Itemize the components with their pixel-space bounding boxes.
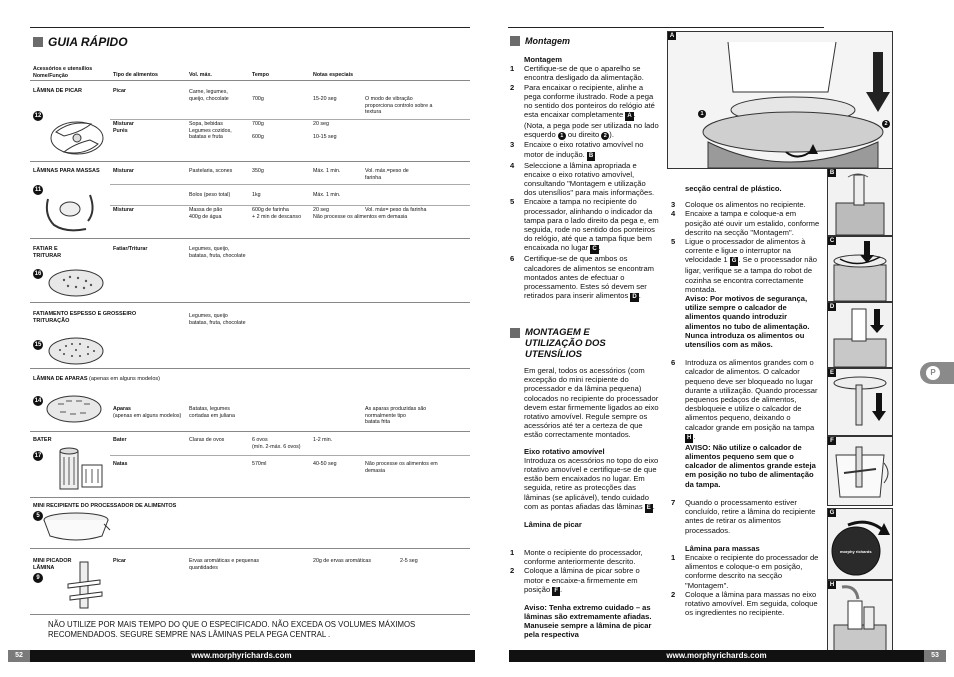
massas-vol-3: 600g de farinha + 2 min de descanso xyxy=(252,207,302,220)
figure-a-callout-1: 1 xyxy=(698,110,706,118)
aparas-foods: Batatas, legumes cortadas em juliana xyxy=(189,406,235,419)
col3-continuation: secção central de plástico. xyxy=(685,184,782,193)
picar-step-1: 1 Monte o recipiente do processador, conforme anteriormente descrito. xyxy=(510,548,643,567)
massas-foods-1: Pastelaria, scones xyxy=(189,168,233,174)
figure-a-callout-2: 2 xyxy=(882,120,890,128)
row-rule xyxy=(30,302,470,303)
badge-17: 17 xyxy=(34,453,42,459)
chopping-blade-illustration xyxy=(46,112,108,160)
figure-b-drawing xyxy=(828,169,892,235)
figure-h-label: H xyxy=(829,582,835,588)
picar-steps xyxy=(510,548,661,640)
picar-warning: Aviso: Tenha extremo cuidado – as lâminas são extremamente afiadas. Manuseie sempre a lâmina de picar pela respectiva xyxy=(524,602,652,640)
heading-square xyxy=(510,36,520,46)
col-header-notas: Notas especiais xyxy=(313,72,354,78)
footer-bar-right xyxy=(509,650,946,662)
heading-square xyxy=(510,328,520,338)
row-rule xyxy=(30,431,470,432)
top-rule-left xyxy=(30,27,470,28)
row-fatiar: FATIAR E TRITURAR xyxy=(33,246,62,259)
massas-vol-2: 1kg xyxy=(252,192,261,198)
massas-foods-3: Massa de pão 400g de água xyxy=(189,207,223,220)
dial-brand-label: morphy richards xyxy=(840,549,872,554)
picar-step-2: 2 Coloque a lâmina de picar sobre o motor e encaixe-a firmemente em posição F . xyxy=(510,566,640,594)
row-rule xyxy=(30,161,470,162)
bater-vol-1: 6 ovos (mín. 2-máx. 6 ovos) xyxy=(252,437,301,450)
figure-a-drawing xyxy=(668,32,892,168)
row-fatiamento: FATIAMENTO ESPESSO E GROSSEIRO TRITURAÇÃO xyxy=(33,311,137,324)
fatiamento-foods: Legumes, queijo batatas, fruta, chocolate xyxy=(189,313,246,326)
website-left: www.morphyrichards.com xyxy=(191,651,292,660)
language-tab-letter: P xyxy=(926,366,940,380)
massas-vol-1: 350g xyxy=(252,168,264,174)
utensilios-column xyxy=(524,366,661,529)
col-header-acessorios: Acessórios e utensílios Nome/Função xyxy=(33,66,93,79)
mini-picar-time: 2-5 seg xyxy=(400,558,418,564)
mini-chopper-blade-illustration xyxy=(60,560,110,614)
aparas-type-note: (apenas em alguns modelos) xyxy=(113,413,182,419)
picar-foods: Carne, legumes, queijo, chocolate xyxy=(189,89,229,102)
badge-9: 9 xyxy=(33,573,43,583)
step-5: 5 Encaixe a tampa no recipiente do processador, alinhando o indicador da tampa para o lado direito da pega e, em seguida, rode no sentido dos ponteiros do relógio, até que a tampa fique bem encaixada no lugar C . xyxy=(510,197,659,253)
row-rule xyxy=(30,614,470,615)
fig-ref-e: E xyxy=(646,504,651,511)
page-number-right: 53 xyxy=(924,650,946,662)
row-rule xyxy=(110,184,470,185)
circle-2-ref: 2 xyxy=(601,132,609,140)
figure-e-label: E xyxy=(829,370,834,376)
whisk-illustration xyxy=(48,445,106,495)
row-rule xyxy=(30,548,470,549)
bater-type-2: Natas xyxy=(113,461,128,467)
header-rule xyxy=(30,80,470,81)
aparas-notes: As aparas produzidas são normalmente tipo batata frita xyxy=(365,406,427,426)
figure-g-drawing xyxy=(828,509,892,579)
misturar-foods: Sopa, bebidas Legumes cozidos, batatas e fruta xyxy=(189,121,232,141)
slicing-disc-illustration xyxy=(46,266,106,300)
row-rule xyxy=(110,455,470,456)
step-2: 2 Para encaixar o recipiente, alinhe a pega conforme ilustrado. Rode a pega no sentido dos ponteiros do relógio até esta encaixar completamente A . (Nota, a pega pode ser utilizada no lado esquerdo 1 ou direito 2 ). xyxy=(510,82,659,140)
row-bater: BATER xyxy=(33,437,52,443)
row-mini-recipiente: MINI RECIPIENTE DO PROCESSADOR DE ALIMENTOS xyxy=(33,503,177,509)
fig-ref-c: C xyxy=(592,246,597,253)
montagem-subtitle: Montagem xyxy=(524,55,562,64)
figure-c xyxy=(827,236,893,302)
utensilios-intro: Em geral, todos os acessórios (com excepção do mini recipiente do processador e da lâmina pequena) colocados no recipiente do processador devem estar firmemente ligados ao eixo rotativo amovível. Regule sempre os acessórios até ter a certeza de que estão correctamente montados. xyxy=(524,366,659,440)
massas-title: Lâmina para massas xyxy=(685,543,760,553)
badge-14: 14 xyxy=(34,398,42,404)
utensilios-heading: MONTAGEM E UTILIZAÇÃO DOS UTENSÍLIOS xyxy=(510,327,640,360)
montagem-column xyxy=(510,55,660,302)
fig-ref-g: G xyxy=(731,258,737,265)
bater-vol-2: 570ml xyxy=(252,461,267,467)
col-header-vol: Vol. máx. xyxy=(189,72,212,78)
massas-foods-2: Bolos (peso total) xyxy=(189,192,231,198)
col-header-tipo: Tipo de alimentos xyxy=(113,72,158,78)
badge-15: 15 xyxy=(34,342,42,348)
picar-vol: 700g xyxy=(252,96,264,102)
massas-type-3: Misturar xyxy=(113,207,134,213)
bater-time-1: 1-2 min. xyxy=(313,437,333,443)
massas-notes-3: Vol. máx= peso da farinha xyxy=(365,207,427,213)
bater-time-2: 40-50 seg xyxy=(313,461,337,467)
mini-bowl-illustration xyxy=(40,510,112,544)
language-tab xyxy=(920,362,954,384)
row-laminas-massas: LÂMINAS PARA MASSAS xyxy=(33,168,100,174)
montagem-heading: Montagem xyxy=(510,36,570,46)
eixo-title: Eixo rotativo amovível xyxy=(524,446,605,456)
step-3: 3 Encaixe o eixo rotativo amovível no motor de indução. B xyxy=(510,140,644,159)
fig-ref-h: H xyxy=(687,434,692,441)
figure-h xyxy=(827,580,893,652)
picar-notes: O modo de vibração proporciona controlo sobre a textura xyxy=(365,96,433,116)
figure-e-drawing xyxy=(828,369,892,435)
chipping-disc-illustration xyxy=(44,392,104,426)
massas-type-1: Misturar xyxy=(113,168,134,174)
massas-time-2: Máx. 1 min. xyxy=(313,192,341,198)
circle-1-ref: 1 xyxy=(558,132,566,140)
figure-d xyxy=(827,302,893,368)
badge-12: 12 xyxy=(34,113,42,119)
col3-step-6: 6 Introduza os alimentos grandes com o calcador de alimentos. O calcador pequeno deve ser bloqueado no lugar durante a utilização. Quando processar pequenos pedaços de alimentos, desbloqueie e utilize o calcador de alimentos pequeno, deixando o calcador grande em posição na tampa H . AVISO: Não utilize o calcador de alimentos pequeno sem que o calcador de alimentos grande esteja em posição no tubo de alimentação da tampa. xyxy=(671,358,818,489)
fig-ref-f: F xyxy=(554,587,558,594)
figure-g xyxy=(827,508,893,580)
fatiar-type: Fatiar/Triturar xyxy=(113,246,148,252)
figure-g-label: G xyxy=(829,510,835,516)
misturar-vol: 700g 600g xyxy=(252,121,264,141)
figure-f-drawing xyxy=(828,437,892,505)
figure-b-label: B xyxy=(829,170,835,176)
top-rule-right xyxy=(508,27,824,28)
row-rule xyxy=(110,205,470,206)
figure-a xyxy=(667,31,893,169)
misturar-time: 20 seg 10-15 seg xyxy=(313,121,337,141)
col3-step-5: 5 Ligue o processador de alimentos à corrente e ligue o interruptor na velocidade 1 G . Se o processador não ligar, verifique se a tampa do robot de cozinha se encontra correctamente montada. Aviso: Por motivos de segurança, utilize sempre o calcador de alimentos quando introduzir alimentos no tubo de alimentação. Nunca introduza os alimentos ou utensílios com as mãos. xyxy=(671,237,817,350)
badge-16: 16 xyxy=(34,271,42,277)
row-mini-picador: MINI PICADOR LÂMINA xyxy=(33,558,72,571)
mini-picar-vol: 20g de ervas aromáticas xyxy=(313,558,372,564)
row-rule xyxy=(30,368,470,369)
figure-c-label: C xyxy=(829,238,835,244)
bater-type-1: Bater xyxy=(113,437,127,443)
row-lamina-picar: LÂMINA DE PICAR xyxy=(33,88,82,94)
step-1: 1 Certifique-se de que o aparelho se encontra desligado da alimentação. xyxy=(510,64,644,83)
row-aparas: LÂMINA DE APARAS (apenas em alguns modelos) xyxy=(33,376,160,382)
fig-ref-d: D xyxy=(632,294,637,301)
bater-notes-2: Não processe os alimentos em demasia xyxy=(365,461,438,474)
column-three xyxy=(671,184,821,617)
row-rule xyxy=(110,119,470,120)
picar-title: Lâmina de picar xyxy=(524,519,582,529)
col3-step-7: 7 Quando o processamento estiver concluído, retire a lâmina do recipiente antes de retirar os alimentos processados. xyxy=(671,497,816,535)
picar-type: Picar xyxy=(113,88,126,94)
warning-text: NÃO UTILIZE POR MAIS TEMPO DO QUE O ESPECIFICADO. NÃO EXCEDA OS VOLUMES MÁXIMOS RECOMENDADOS. SEGURE SEMPRE NAS LÂMINAS PELA PEGA CENTRAL . xyxy=(48,620,416,639)
guia-rapido-heading: GUIA RÁPIDO xyxy=(33,35,128,49)
picar-time: 15-20 seg xyxy=(313,96,337,102)
mini-picar-type: Picar xyxy=(113,558,126,564)
fig-ref-a: A xyxy=(627,113,632,120)
figure-c-drawing xyxy=(828,237,892,301)
eixo-text: Introduza os acessórios no topo do eixo rotativo amovível e certifique-se de que estão bem encaixados no lugar. Em seguida, retire as protecções das lâminas (se aplicável), tendo cuidado com as pontas afiadas das lâminas E . xyxy=(524,455,659,511)
col3-step-4: 4 Encaixe a tampa e coloque-a em posição até ouvir um estalido, conforme descrito na secção "Montagem". xyxy=(671,209,820,237)
figure-b xyxy=(827,168,893,236)
fig-ref-b: B xyxy=(588,152,594,159)
row-rule xyxy=(30,238,470,239)
massas-step-2: 2 Coloque a lâmina para massas no eixo rotativo amovível. Em seguida, coloque os ingredientes no recipiente. xyxy=(671,589,818,618)
massas-time-1: Máx. 1 min. xyxy=(313,168,341,174)
aparas-type: Aparas xyxy=(113,406,131,412)
figure-a-label: A xyxy=(669,33,675,39)
figure-e xyxy=(827,368,893,436)
figure-f-label: F xyxy=(828,437,836,445)
dough-blade-illustration xyxy=(40,185,100,235)
massas-step-1: 1 Encaixe o recipiente do processador de alimentos e coloque-o em posição, conforme descrito na secção "Montagem". xyxy=(671,552,819,590)
badge-11: 11 xyxy=(34,187,42,193)
grating-disc-illustration xyxy=(46,334,106,368)
footer-bar-left xyxy=(8,650,475,662)
misturar-purés-type: Misturar Purés xyxy=(113,121,134,134)
figure-f xyxy=(827,436,893,506)
mini-picar-foods: Ervas aromáticas e pequenas quantidades xyxy=(189,558,260,571)
col-header-tempo: Tempo xyxy=(252,72,269,78)
massas-time-3: 20 seg Não processe os alimentos em demasia xyxy=(313,207,408,220)
figure-d-drawing xyxy=(828,303,892,367)
step-6: 6 Certifique-se de que ambos os calcadores de alimentos se encontram montados antes de efectuar o processamento. Estes só devem ser retirados para inserir alimentos D . xyxy=(510,254,655,301)
col3-step-3: 3 Coloque os alimentos no recipiente. xyxy=(671,200,806,210)
fatiar-foods: Legumes, queijo, batatas, fruta, chocolate xyxy=(189,246,246,259)
page-number-left: 52 xyxy=(8,650,30,662)
figure-h-drawing xyxy=(828,581,892,651)
website-right: www.morphyrichards.com xyxy=(666,651,767,660)
heading-square xyxy=(33,37,43,47)
figure-d-label: D xyxy=(829,304,835,310)
bater-foods-1: Claras de ovos xyxy=(189,437,225,443)
badge-5: 5 xyxy=(33,511,43,521)
row-rule xyxy=(30,497,470,498)
step-4: 4 Seleccione a lâmina apropriada e encaixe o eixo rotativo amovível, consultando "Montagem e utilização dos utensílios" para mais informações. xyxy=(510,160,655,198)
massas-notes-1: Vol. máx.=peso de farinha xyxy=(365,168,409,181)
